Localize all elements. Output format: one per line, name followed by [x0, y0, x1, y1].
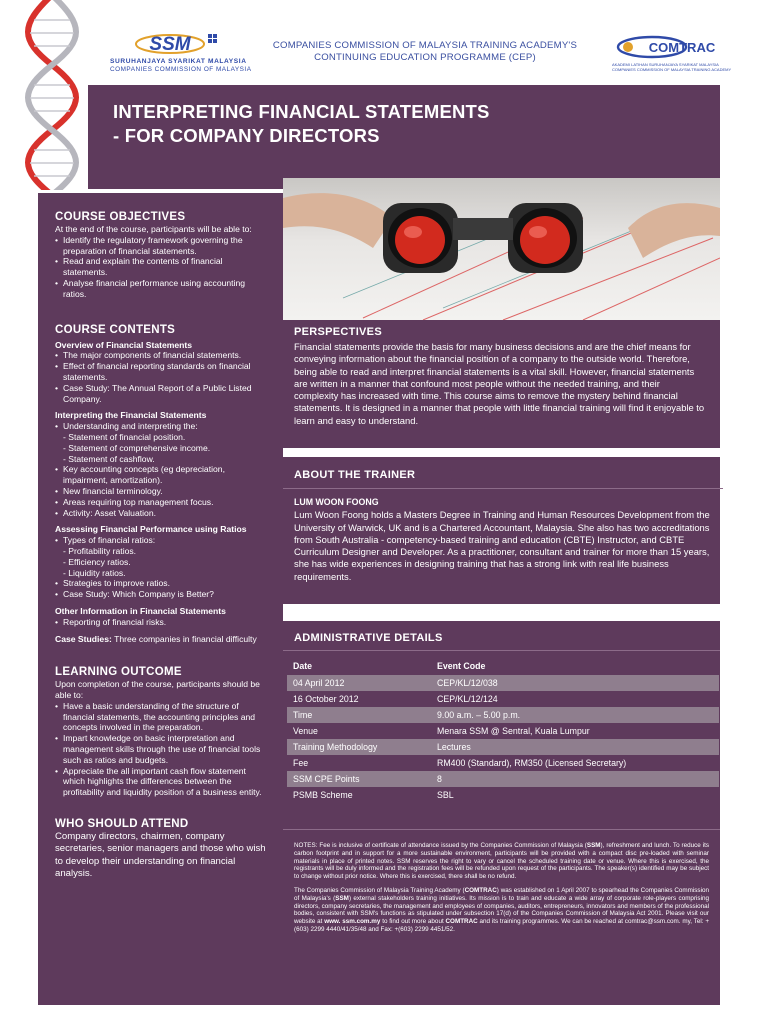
notes-p1-c: ), refreshment and lunch. To reduce its carbon footprint and in support for a more sustainable environment, participants will be provided with a compact disc pre-loaded with seminar materials in place of printed notes. SSM reserves the right to vary or cancel the scheduled training date or venue. Where this is exercised, the registrants will be duly informed and the registration fees will be refunded upon request of the participants. The speaker(s) identified may be subject to change without prior notice. Where this is exercised, there shall be no refund.	[294, 842, 709, 881]
admin-row-value: 8	[431, 771, 719, 787]
admin-row-value: 9.00 a.m. – 5.00 p.m.	[431, 707, 719, 723]
trainer-panel	[283, 457, 720, 604]
outcome-item: • Have a basic understanding of the structure of financial statements, the accounting principles and concepts involved in the preparation.	[55, 701, 267, 733]
perspectives-text: Financial statements provide the basis for many business decisions and are the chief means for conveying information about the financial position of a company to the outside world. Therefore, being able to read and interpret financial statements is a vital skill. However, financial statements are written in a manner that confound most people without the needed training, and their complexity has increased with time. This course aims to remove the mystery behind financial statements. It is designed in a manner that people with little financial training will find it enjoyable to learn and easy to understand.	[294, 341, 705, 426]
contents-group-title: Assessing Financial Performance using Ratios	[55, 524, 247, 535]
table-row	[287, 787, 719, 803]
trainer-divider	[283, 488, 723, 489]
admin-row-label: SSM CPE Points	[287, 771, 431, 787]
contents-item: • Activity: Asset Valuation.	[55, 508, 267, 519]
table-row	[287, 739, 719, 755]
objectives-heading: COURSE OBJECTIVES	[55, 211, 186, 223]
admin-table	[287, 658, 719, 803]
contents-item: • Case Study: The Annual Report of a Public Listed Company.	[55, 383, 267, 405]
admin-row-value: Lectures	[431, 739, 719, 755]
website-link[interactable]: www. ssm.com.my	[324, 918, 381, 926]
admin-row-value: RM400 (Standard), RM350 (Licensed Secretary)	[437, 758, 627, 768]
case-studies	[55, 634, 267, 645]
notes-p2-h: COMTRAC	[445, 918, 478, 926]
contents-subitem: - Statement of financial position.	[63, 431, 186, 442]
attend-text: Company directors, chairmen, company secretaries, senior managers and those who wish to develop their understanding on financial analysis.	[55, 831, 266, 879]
perspectives-panel	[283, 320, 720, 448]
contents-item: • New financial terminology.	[55, 486, 267, 497]
case-studies-label: Case Studies:	[55, 633, 112, 644]
comtrac-sub-my: AKADEMI LATIHAN SURUHANJAYA SYARIKAT MALAYSIA	[612, 62, 719, 67]
admin-row-value: SBL	[437, 790, 454, 800]
ssm-logo-text: SSM	[149, 34, 191, 55]
notes-p1-b: SSM	[586, 842, 601, 849]
table-row	[287, 755, 719, 771]
admin-table-header	[287, 658, 719, 675]
contents-heading: COURSE CONTENTS	[55, 323, 176, 336]
programme-header-line2: CONTINUING EDUCATION PROGRAMME (CEP)	[314, 51, 536, 63]
binoculars-photo	[283, 178, 720, 320]
contents-item: • Understanding and interpreting the:	[55, 421, 267, 432]
outcome-heading: LEARNING OUTCOME	[55, 666, 182, 679]
admin-row-label: PSMB Scheme	[293, 790, 353, 800]
contents-item: • The major components of financial statements.	[55, 350, 267, 361]
notes-p1-a: NOTES: Fee is inclusive of certificate of attendance issued by the Companies Commission of Malaysia (	[294, 842, 587, 849]
title-line2: - FOR COMPANY DIRECTORS	[113, 125, 380, 146]
ssm-logo	[110, 30, 252, 75]
comtrac-sub-en: COMPANIES COMMISSION OF MALAYSIA TRAINING ACADEMY	[612, 67, 732, 72]
contents-subitem: - Profitability ratios.	[63, 545, 137, 556]
admin-row-value: Menara SSM @ Sentral, Kuala Lumpur	[437, 726, 590, 736]
dna-helix-graphic	[0, 0, 88, 190]
attend-heading: WHO SHOULD ATTEND	[55, 818, 189, 831]
contents-group-title: Overview of Financial Statements	[55, 339, 193, 350]
trainer-name: LUM WOON FOONG	[294, 497, 379, 507]
contents-group-title: Interpreting the Financial Statements	[55, 410, 207, 421]
notes-paragraph	[294, 842, 709, 881]
ssm-name-en: COMPANIES COMMISSION OF MALAYSIA	[110, 66, 252, 73]
contents-subitem: - Efficiency ratios.	[63, 556, 131, 567]
contents-item: • Types of financial ratios:	[55, 535, 267, 546]
programme-header-line1: COMPANIES COMMISSION OF MALAYSIA TRAINING ACADEMY'S	[272, 40, 578, 51]
admin-row-label: 04 April 2012	[287, 675, 431, 691]
admin-row-value: CEP/KL/12/124	[437, 694, 498, 704]
contents-subitem: - Statement of comprehensive income.	[63, 442, 211, 453]
notes-p2-b: COMTRAC	[464, 886, 497, 894]
table-row	[287, 771, 719, 787]
comtrac-logo-emblem	[614, 34, 729, 60]
notes-p2-g: to find out more about	[380, 918, 446, 926]
comtrac-logo-text: COMTRAC	[648, 40, 716, 55]
comtrac-logo	[612, 34, 732, 78]
admin-col-date: Date	[293, 661, 313, 671]
notes-p2-c: ) was established on 1 April 2007 to spearhead the Companies Commission of Malaysia's (	[294, 886, 709, 902]
ssm-logo-emblem	[130, 30, 220, 56]
objective-item: • Read and explain the contents of financial statements.	[55, 256, 267, 278]
binoculars-icon	[283, 178, 720, 320]
ssm-name-my: SURUHANJAYA SYARIKAT MALAYSIA	[110, 58, 247, 65]
table-row	[287, 707, 719, 723]
contents-item: • Strategies to improve ratios.	[55, 578, 267, 589]
contents-item: • Effect of financial reporting standards on financial statements.	[55, 361, 267, 383]
contents-subitem: - Liquidity ratios.	[63, 567, 126, 578]
admin-row-label: 16 October 2012	[293, 694, 359, 704]
contents-item: • Key accounting concepts (eg depreciation, impairment, amortization).	[55, 464, 267, 486]
trainer-heading: ABOUT THE TRAINER	[294, 469, 416, 481]
programme-header	[250, 40, 600, 63]
case-studies-text: Three companies in financial difficulty	[114, 633, 257, 644]
contents-group-title: Other Information in Financial Statements	[55, 605, 226, 616]
admin-row-label: Training Methodology	[287, 739, 431, 755]
objectives-intro: At the end of the course, participants will be able to:	[55, 224, 252, 234]
table-row	[287, 691, 719, 707]
notes-p2-a: The Companies Commission of Malaysia Training Academy (	[294, 886, 465, 894]
admin-panel	[283, 621, 720, 1005]
notes-p2-d: SSM	[335, 894, 349, 902]
notes-p2-i: and its training programmes. We can be reached at comtrac@ssm.com. my, Tel: +(603) 2299 4440/41/35/48 and Fax: +(603) 2299 4451/52.	[294, 918, 709, 933]
contents-item: • Case Study: Which Company is Better?	[55, 589, 267, 600]
admin-row-label: Venue	[293, 726, 318, 736]
admin-row-value: CEP/KL/12/038	[431, 675, 719, 691]
comtrac-paragraph	[294, 887, 709, 934]
contents-item: • Reporting of financial risks.	[55, 617, 267, 628]
admin-row-label: Fee	[293, 758, 309, 768]
outcome-item: • Appreciate the all important cash flow statement which highlights the differences between the profitability and liquidity position of a business entity.	[55, 766, 267, 798]
perspectives-heading: PERSPECTIVES	[294, 326, 382, 338]
outcome-intro: Upon completion of the course, participants should be able to:	[55, 679, 260, 701]
contents-subitem: - Statement of cashflow.	[63, 453, 155, 464]
title-band	[88, 85, 720, 189]
title-line1: INTERPRETING FINANCIAL STATEMENTS	[113, 101, 490, 122]
objective-item: • Identify the regulatory framework governing the preparation of financial statements.	[55, 235, 267, 257]
notes-p2-e: ) external stakeholders training initiatives. Its mission is to train and educate a wide array of corporate role-players comprising directors, company secretaries, the management and employees of companies, auditors, entrepreneurs, innovators and members of the professional bodies, consistent with SSM's functions as stipulated under subsection 17(d) of the Companies Commission of Malaysia Act 2001. Please visit our website at	[294, 894, 709, 926]
admin-heading: ADMINISTRATIVE DETAILS	[294, 632, 443, 644]
table-row	[287, 723, 719, 739]
left-column	[38, 193, 283, 1005]
contents-item: • Areas requiring top management focus.	[55, 497, 267, 508]
outcome-item: • Impart knowledge on basic interpretation and management skills through the use of financial tools such as ratios and budgets.	[55, 733, 267, 765]
table-row	[287, 675, 719, 691]
admin-col-code: Event Code	[437, 661, 486, 671]
objective-item: • Analyse financial performance using accounting ratios.	[55, 278, 267, 300]
trainer-bio: Lum Woon Foong holds a Masters Degree in Training and Human Resources Development from the University of Warwick, UK and is a Chartered Accountant, Malaysia. She also has two accreditations from South Australia - competency-based training and education (CBTE) Instructor, and CBTE Curriculum Designer and Developer. As a practitioner, consultant and trainer for more than 15 years, she has wide experiences in designing training that has a strong link with real life business requirements.	[294, 509, 710, 582]
admin-row-label: Time	[287, 707, 431, 723]
